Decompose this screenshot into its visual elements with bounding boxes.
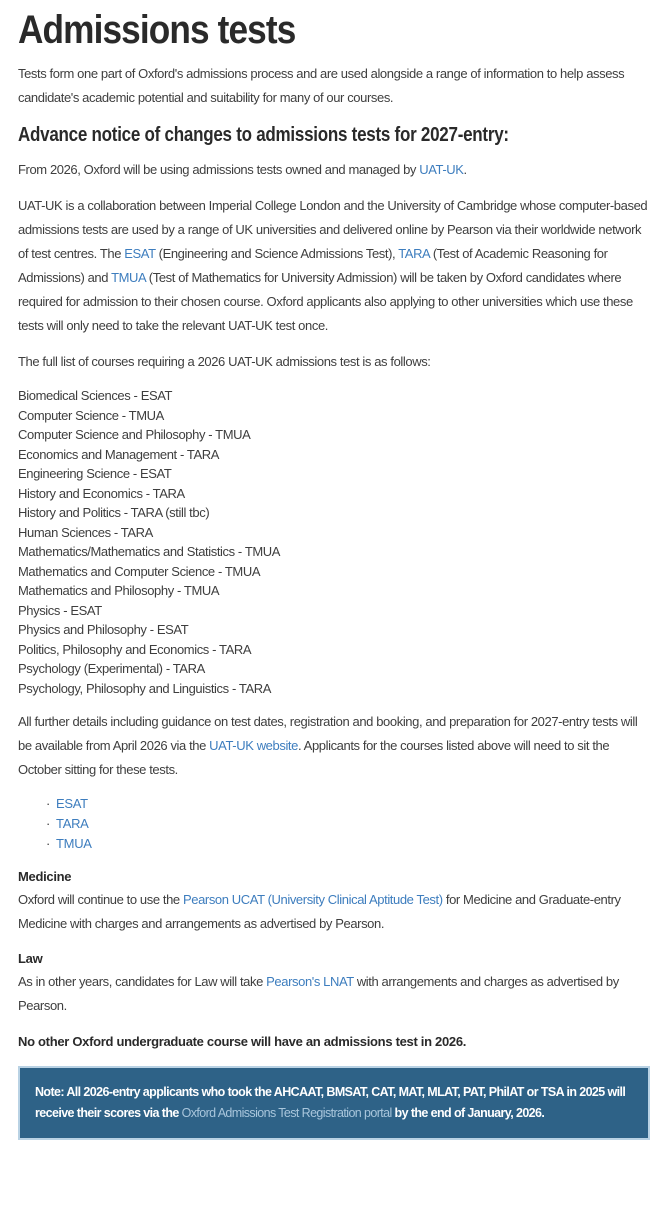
course-line: Psychology, Philosophy and Linguistics - TARA [18, 680, 271, 696]
course-list [18, 386, 650, 698]
uat-uk-website-link[interactable]: UAT-UK website [209, 738, 298, 753]
course-line: Psychology (Experimental) - TARA [18, 661, 205, 676]
tara-link[interactable]: TARA [398, 246, 430, 261]
intro-paragraph [18, 62, 650, 110]
course-line: Computer Science - TMUA [18, 407, 164, 423]
page-title: Admissions tests [18, 8, 296, 52]
text-run: for Medicine and Graduate-entry Medicine with charges and arrangements as advertised by Pearson. [18, 892, 621, 931]
text-run: . [463, 162, 467, 177]
no-other-tests-statement: No other Oxford undergraduate course will have an admissions test in 2026. [18, 1034, 467, 1049]
course-line: History and Economics - TARA [18, 485, 185, 501]
esat-link[interactable]: ESAT [124, 246, 156, 261]
text-run: (Engineering and Science Admissions Test), [155, 246, 399, 261]
law-heading: Law [18, 951, 43, 966]
course-line: History and Politics - TARA (still tbc) [18, 505, 210, 520]
text-run: As in other years, candidates for Law will take [18, 974, 267, 989]
text-run: by the end of January, 2026. [391, 1106, 545, 1120]
course-line: Physics and Philosophy - ESAT [18, 622, 189, 637]
text-run: with arrangements and charges as advertised by Pearson. [18, 974, 619, 1013]
course-line: Mathematics and Philosophy - TMUA [18, 583, 220, 598]
medicine-heading: Medicine [18, 869, 72, 884]
advance-notice-heading: Advance notice of changes to admissions tests for 2027-entry: [18, 124, 509, 146]
text-run: (Test of Academic Reasoning for Admissions) and [18, 246, 608, 285]
course-line: Mathematics/Mathematics and Statistics - TMUA [18, 544, 281, 559]
course-line: Politics, Philosophy and Economics - TARA [18, 641, 252, 657]
test-link-item [46, 814, 650, 834]
text-run: Oxford will continue to use the [18, 892, 183, 907]
course-line: Engineering Science - ESAT [18, 466, 172, 481]
note-box [18, 1066, 650, 1140]
course-line: Computer Science and Philosophy - TMUA [18, 427, 251, 442]
test-links-list [18, 794, 650, 854]
course-list-intro: The full list of courses requiring a 2026 UAT-UK admissions test is as follows: [18, 354, 431, 369]
course-line: Mathematics and Computer Science - TMUA [18, 563, 261, 579]
course-line: Physics - ESAT [18, 602, 102, 618]
admissions-tests-page [0, 8, 668, 1140]
law-paragraph [18, 970, 650, 1018]
tmua-list-link[interactable]: TMUA [56, 836, 92, 851]
text-run: Note: All 2026-entry applicants who took the AHCAAT, BMSAT, CAT, MAT, MLAT, PAT, PhilAT or TSA in 2025 will receive their scores via the [35, 1085, 626, 1120]
uat-uk-link[interactable]: UAT-UK [419, 162, 464, 177]
text-run: . Applicants for the courses listed above will need to sit the October sitting for these tests. [18, 738, 610, 777]
course-line: Human Sciences - TARA [18, 524, 153, 540]
course-line: Biomedical Sciences - ESAT [18, 388, 173, 403]
from-2026-paragraph [18, 158, 650, 182]
pearson-ucat-link[interactable]: Pearson UCAT (University Clinical Aptitude Test) [182, 892, 443, 907]
uat-uk-paragraph [18, 194, 650, 338]
oxford-admissions-test-registration-portal-link[interactable]: Oxford Admissions Test Registration portal [181, 1106, 392, 1120]
text-run: Tests form one part of Oxford's admissions process and are used alongside a range of information to help assess candidate's academic potential and suitability for many of our courses. [18, 66, 625, 105]
pearsons-lnat-link[interactable]: Pearson's LNAT [266, 974, 354, 989]
tara-list-link[interactable]: TARA [56, 816, 89, 831]
text-run: UAT-UK is a collaboration between Imperial College London and the University of Cambridge whose computer-based admissions tests are used by a range of UK universities and delivered online by Pearson via their worldwide network of test centres. The [18, 198, 648, 261]
text-run: From 2026, Oxford will be using admissions tests owned and managed by [18, 162, 420, 177]
test-link-item [46, 794, 650, 814]
course-line: Economics and Management - TARA [18, 446, 219, 462]
esat-list-link[interactable]: ESAT [56, 796, 88, 811]
tmua-link[interactable]: TMUA [111, 270, 146, 285]
text-run: All further details including guidance on test dates, registration and booking, and preparation for 2027-entry tests will be available from April 2026 via the [18, 714, 638, 753]
text-run: (Test of Mathematics for University Admission) will be taken by Oxford candidates where required for admission to their chosen course. Oxford applicants also applying to other universities which use these tests will only need to take the relevant UAT-UK test once. [18, 270, 633, 333]
test-link-item [46, 834, 650, 854]
further-details-paragraph [18, 710, 650, 782]
medicine-paragraph [18, 888, 650, 936]
